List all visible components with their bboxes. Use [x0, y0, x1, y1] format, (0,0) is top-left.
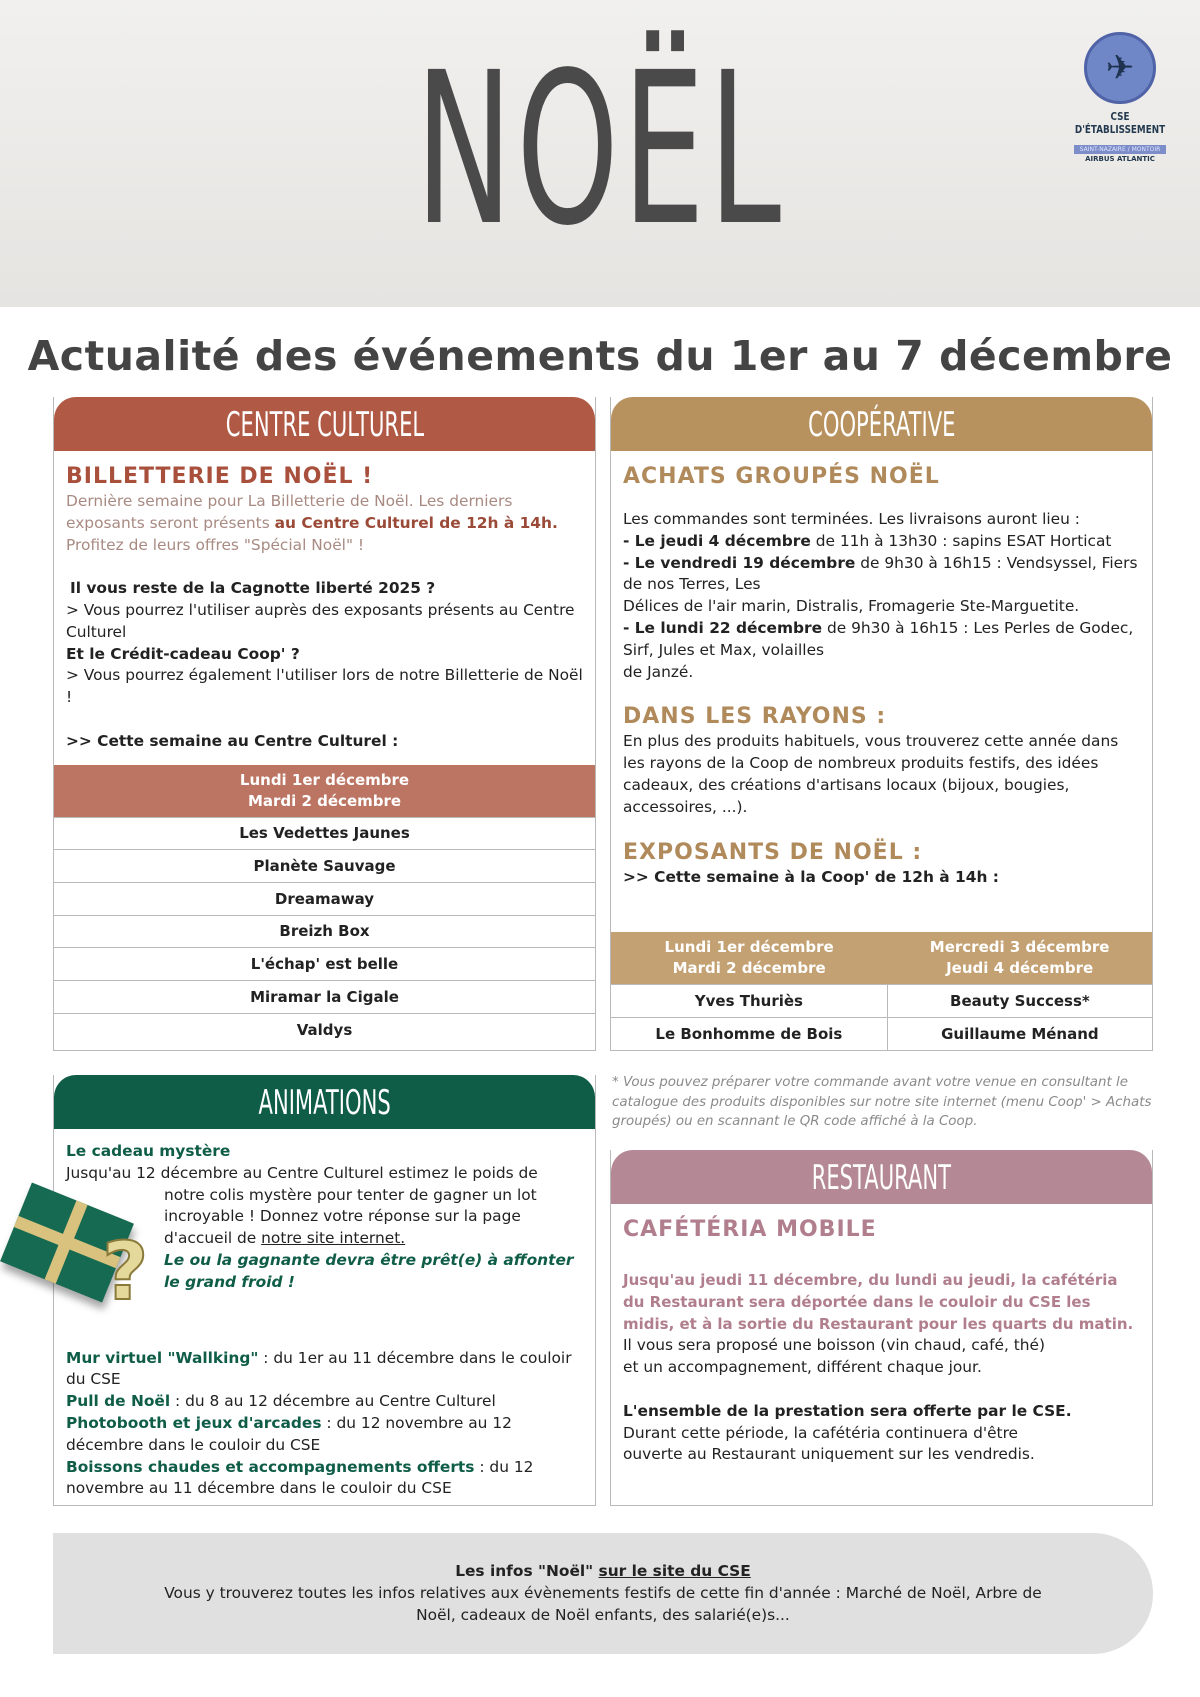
globe-plane-icon: ✈ [1084, 32, 1156, 104]
restaurant-section [610, 1150, 1153, 1506]
highlight: L'ensemble de la prestation sera offerte par le CSE. [623, 1401, 1072, 1420]
footer-info-box [53, 1533, 1153, 1654]
winner-note: Le ou la gagnante devra être prêt(e) à affonter le grand froid ! [164, 1250, 574, 1291]
logo-line: CSE D'ÉTABLISSEMENT [1074, 110, 1166, 136]
cse-logo [1055, 32, 1185, 163]
paragraph: notre colis mystère pour tenter de gagner un lot incroyable ! Donnez votre réponse sur la page d'accueil de notre site internet. [164, 1185, 537, 1248]
exhibitors-table [611, 932, 1152, 1050]
table-cell: Guillaume Ménand [887, 1017, 1152, 1050]
table-header: Lundi 1er décembre Mardi 2 décembre [664, 938, 834, 978]
table-row: Dreamaway [54, 882, 595, 915]
section-header [611, 397, 1152, 451]
footer-text: Vous y trouverez toutes les infos relatives aux évènements festifs de cette fin d'année : Marché de Noël, Arbre de Noël, cadeaux de Noël enfants, des salarié(e)s... [164, 1583, 1042, 1624]
list-item: Pull de Noël : du 8 au 12 décembre au Centre Culturel [66, 1392, 496, 1411]
paragraph: ouverte au Restaurant uniquement sur les vendredis. [623, 1445, 1035, 1464]
paragraph: Il vous sera proposé une boisson (vin chaud, café, thé) [623, 1336, 1046, 1355]
headline: Actualité des événements du 1er au 7 décembre [27, 332, 1173, 380]
section-header [611, 1150, 1152, 1204]
animations-list [66, 1348, 583, 1501]
section-title: CENTRE CULTUREL [225, 405, 424, 445]
schedule-table [54, 765, 595, 1046]
cse-site-link[interactable]: sur le site du CSE [598, 1562, 751, 1580]
paragraph: Durant cette période, la cafétéria continuera d'être [623, 1423, 1019, 1442]
website-link[interactable]: notre site internet. [261, 1229, 406, 1248]
section-title: ANIMATIONS [258, 1083, 391, 1123]
table-row: Valdys [54, 1013, 595, 1046]
paragraph: En plus des produits habituels, vous trouverez cette année dans les rayons de la Coop de nombreux produits festifs, des idées cadeaux, des créations d'artisans locaux (bijoux, bougies, accessoires, ...). [623, 732, 1119, 816]
paragraph: Dernière semaine pour La Billetterie de Noël. Les derniers exposants seront présents au Centre Culturel de 12h à 14h. Profitez de leurs offres "Spécial Noël" ! [66, 492, 558, 554]
list-item: Boissons chaudes et accompagnements offerts : du 12 novembre au 11 décembre dans le couloir du CSE [66, 1457, 534, 1498]
subsection-title: Le cadeau mystère [66, 1142, 231, 1160]
subsection-title: CAFÉTÉRIA MOBILE [623, 1217, 877, 1242]
table-row: Miramar la Cigale [54, 981, 595, 1014]
table-row: Breizh Box [54, 915, 595, 948]
footer-title: Les infos "Noël" [455, 1562, 599, 1580]
header-banner [0, 0, 1200, 307]
week-label: >> Cette semaine au Centre Culturel : [66, 731, 399, 750]
table-cell: Beauty Success* [887, 985, 1152, 1018]
table-row: Les Vedettes Jaunes [54, 817, 595, 850]
question: Et le Crédit-cadeau Coop' ? [66, 644, 300, 663]
centre-culturel-section [53, 397, 596, 1051]
paragraph: Jusqu'au jeudi 11 décembre, du lundi au jeudi, la cafétéria du Restaurant sera déportée dans le couloir du CSE les midis, et à la sortie du Restaurant pour les quarts du matin. [623, 1271, 1134, 1333]
paragraph: > Vous pourrez l'utiliser auprès des exposants présents au Centre Culturel [66, 600, 575, 641]
table-cell: Le Bonhomme de Bois [611, 1017, 887, 1050]
section-title: RESTAURANT [811, 1158, 952, 1198]
subsection-title: EXPOSANTS DE NOËL : [623, 839, 923, 865]
week-label: >> Cette semaine à la Coop' de 12h à 14h : [623, 867, 999, 886]
table-row: Planète Sauvage [54, 850, 595, 883]
subsection-title: DANS LES RAYONS : [623, 704, 887, 730]
table-row: L'échap' est belle [54, 948, 595, 981]
section-header [54, 397, 595, 451]
subsection-title: BILLETTERIE DE NOËL ! [66, 464, 374, 489]
table-header: Lundi 1er décembre Mardi 2 décembre [239, 770, 410, 810]
cooperative-section [610, 397, 1153, 1051]
paragraph: et un accompagnement, différent chaque jour. [623, 1358, 982, 1377]
table-cell: Yves Thuriès [611, 985, 887, 1018]
deliveries: Les commandes sont terminées. Les livraisons auront lieu : - Le jeudi 4 décembre de 11h à 13h30 : sapins ESAT Horticat - Le vendredi 19 décembre de 9h30 à 16h15 : Vendsyssel, Fiers de nos Terres, Les Délices de l'air marin, Distralis, Fromagerie Ste-Marguetite. - Le lundi 22 décembre de 9h30 à 16h15 : Les Perles de Godec, Sirf, Jules et Max, volailles de Janzé. [623, 510, 1138, 681]
paragraph: > Vous pourrez également l'utiliser lors de notre Billetterie de Noël ! [66, 666, 583, 707]
section-header [54, 1075, 595, 1129]
subsection-title: ACHATS GROUPÉS NOËL [623, 464, 940, 489]
question-mark-icon: ? [102, 1225, 149, 1318]
section-title: COOPÉRATIVE [807, 405, 956, 445]
logo-line: AIRBUS ATLANTIC [1085, 155, 1155, 163]
list-item: Mur virtuel "Wallking" : du 1er au 11 décembre dans le couloir du CSE [66, 1348, 572, 1389]
page-title: NOËL [415, 27, 785, 272]
table-header: Mercredi 3 décembre Jeudi 4 décembre [929, 938, 1110, 978]
coop-footnote: * Vous pouvez préparer votre commande avant votre venue en consultant le catalogue des produits disponibles sur notre site internet (menu Coop' > Achats groupés) ou en scannant le QR code affiché à la Coop. [612, 1075, 1152, 1129]
list-item: Photobooth et jeux d'arcades : du 12 novembre au 12 décembre dans le couloir du CSE [66, 1413, 512, 1454]
paragraph: Jusqu'au 12 décembre au Centre Culturel estimez le poids de [66, 1163, 538, 1182]
logo-line: SAINT-NAZAIRE / MONTOIR [1074, 145, 1167, 154]
question: Il vous reste de la Cagnotte liberté 2025 ? [70, 579, 436, 598]
